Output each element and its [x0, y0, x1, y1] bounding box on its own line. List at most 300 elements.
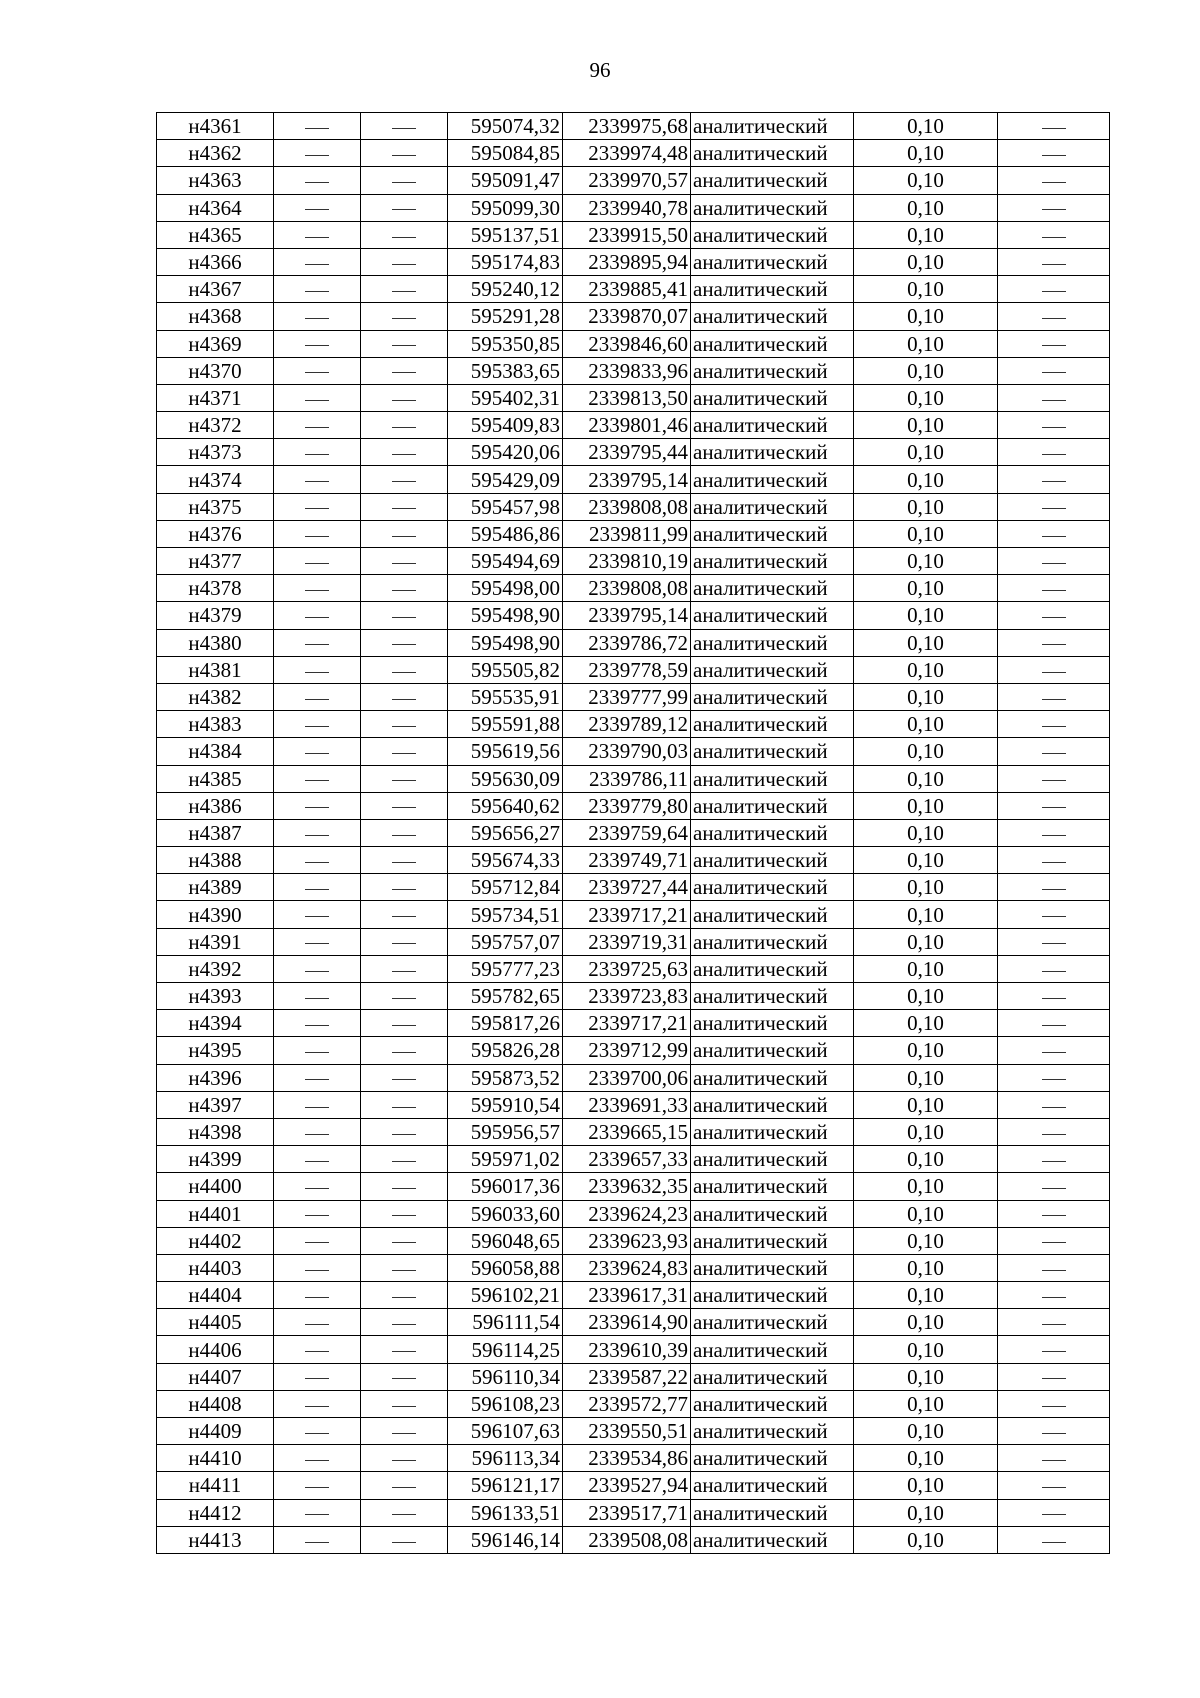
method-cell: аналитический — [691, 1336, 854, 1363]
x-coordinate-cell: 595409,83 — [448, 412, 563, 439]
old-x-cell — [274, 1037, 361, 1064]
method-cell: аналитический — [691, 1091, 854, 1118]
y-coordinate-cell: 2339795,44 — [563, 439, 691, 466]
dash-mark — [392, 1378, 416, 1379]
accuracy-cell: 0,10 — [854, 548, 998, 575]
dash-mark — [392, 536, 416, 537]
old-x-cell — [274, 1472, 361, 1499]
old-y-cell — [361, 1418, 448, 1445]
accuracy-cell: 0,10 — [854, 711, 998, 738]
x-coordinate-cell: 595494,69 — [448, 548, 563, 575]
dash-mark — [305, 1107, 329, 1108]
dash-mark — [305, 998, 329, 999]
description-cell — [998, 167, 1110, 194]
point-name-cell: н4375 — [157, 493, 274, 520]
x-coordinate-cell: 595873,52 — [448, 1064, 563, 1091]
dash-mark — [305, 862, 329, 863]
y-coordinate-cell: 2339517,71 — [563, 1499, 691, 1526]
method-cell: аналитический — [691, 1363, 854, 1390]
point-name-cell: н4385 — [157, 765, 274, 792]
old-y-cell — [361, 412, 448, 439]
description-cell — [998, 520, 1110, 547]
y-coordinate-cell: 2339778,59 — [563, 656, 691, 683]
y-coordinate-cell: 2339833,96 — [563, 357, 691, 384]
dash-mark — [305, 1242, 329, 1243]
old-y-cell — [361, 602, 448, 629]
description-cell — [998, 1146, 1110, 1173]
method-cell: аналитический — [691, 194, 854, 221]
dash-mark — [305, 1188, 329, 1189]
dash-mark — [305, 1351, 329, 1352]
accuracy-cell: 0,10 — [854, 656, 998, 683]
point-name-cell: н4388 — [157, 847, 274, 874]
method-cell: аналитический — [691, 548, 854, 575]
x-coordinate-cell: 596110,34 — [448, 1363, 563, 1390]
dash-mark — [392, 780, 416, 781]
table-row — [157, 167, 1110, 194]
method-cell: аналитический — [691, 1118, 854, 1145]
old-x-cell — [274, 874, 361, 901]
method-cell: аналитический — [691, 1309, 854, 1336]
old-y-cell — [361, 466, 448, 493]
method-cell: аналитический — [691, 384, 854, 411]
x-coordinate-cell: 595817,26 — [448, 1010, 563, 1037]
accuracy-cell: 0,10 — [854, 330, 998, 357]
dash-mark — [1042, 508, 1066, 509]
old-y-cell — [361, 711, 448, 738]
description-cell — [998, 330, 1110, 357]
table-row — [157, 792, 1110, 819]
y-coordinate-cell: 2339665,15 — [563, 1118, 691, 1145]
dash-mark — [392, 481, 416, 482]
x-coordinate-cell: 595674,33 — [448, 847, 563, 874]
dash-mark — [1042, 182, 1066, 183]
table-row — [157, 819, 1110, 846]
method-cell: аналитический — [691, 113, 854, 140]
dash-mark — [392, 1270, 416, 1271]
description-cell — [998, 439, 1110, 466]
description-cell — [998, 711, 1110, 738]
dash-mark — [1042, 699, 1066, 700]
old-y-cell — [361, 656, 448, 683]
method-cell: аналитический — [691, 248, 854, 275]
table-row — [157, 1526, 1110, 1553]
point-name-cell: н4371 — [157, 384, 274, 411]
dash-mark — [1042, 1242, 1066, 1243]
old-y-cell — [361, 738, 448, 765]
method-cell: аналитический — [691, 466, 854, 493]
y-coordinate-cell: 2339624,23 — [563, 1200, 691, 1227]
dash-mark — [305, 1052, 329, 1053]
dash-mark — [392, 916, 416, 917]
point-name-cell: н4372 — [157, 412, 274, 439]
accuracy-cell: 0,10 — [854, 847, 998, 874]
x-coordinate-cell: 595350,85 — [448, 330, 563, 357]
x-coordinate-cell: 596102,21 — [448, 1282, 563, 1309]
dash-mark — [305, 1297, 329, 1298]
accuracy-cell: 0,10 — [854, 1173, 998, 1200]
y-coordinate-cell: 2339632,35 — [563, 1173, 691, 1200]
description-cell — [998, 1282, 1110, 1309]
y-coordinate-cell: 2339587,22 — [563, 1363, 691, 1390]
y-coordinate-cell: 2339623,93 — [563, 1227, 691, 1254]
point-name-cell: н4398 — [157, 1118, 274, 1145]
table-row — [157, 303, 1110, 330]
old-y-cell — [361, 520, 448, 547]
old-y-cell — [361, 548, 448, 575]
old-x-cell — [274, 819, 361, 846]
dash-mark — [1042, 563, 1066, 564]
description-cell — [998, 955, 1110, 982]
old-y-cell — [361, 1499, 448, 1526]
x-coordinate-cell: 596058,88 — [448, 1254, 563, 1281]
old-y-cell — [361, 1472, 448, 1499]
accuracy-cell: 0,10 — [854, 276, 998, 303]
description-cell — [998, 412, 1110, 439]
x-coordinate-cell: 595091,47 — [448, 167, 563, 194]
old-x-cell — [274, 303, 361, 330]
method-cell: аналитический — [691, 1146, 854, 1173]
old-y-cell — [361, 874, 448, 901]
y-coordinate-cell: 2339691,33 — [563, 1091, 691, 1118]
dash-mark — [1042, 1378, 1066, 1379]
old-x-cell — [274, 1064, 361, 1091]
table-row — [157, 983, 1110, 1010]
dash-mark — [305, 672, 329, 673]
old-y-cell — [361, 221, 448, 248]
dash-mark — [1042, 780, 1066, 781]
old-y-cell — [361, 792, 448, 819]
accuracy-cell: 0,10 — [854, 221, 998, 248]
x-coordinate-cell: 595291,28 — [448, 303, 563, 330]
x-coordinate-cell: 595429,09 — [448, 466, 563, 493]
accuracy-cell: 0,10 — [854, 792, 998, 819]
table-row — [157, 575, 1110, 602]
x-coordinate-cell: 596107,63 — [448, 1418, 563, 1445]
point-name-cell: н4396 — [157, 1064, 274, 1091]
old-x-cell — [274, 1336, 361, 1363]
dash-mark — [392, 454, 416, 455]
old-x-cell — [274, 901, 361, 928]
dash-mark — [392, 862, 416, 863]
dash-mark — [1042, 318, 1066, 319]
y-coordinate-cell: 2339700,06 — [563, 1064, 691, 1091]
table-body — [157, 113, 1110, 1554]
method-cell: аналитический — [691, 847, 854, 874]
x-coordinate-cell: 595498,90 — [448, 629, 563, 656]
x-coordinate-cell: 595383,65 — [448, 357, 563, 384]
table-row — [157, 901, 1110, 928]
y-coordinate-cell: 2339723,83 — [563, 983, 691, 1010]
dash-mark — [1042, 454, 1066, 455]
dash-mark — [392, 1297, 416, 1298]
x-coordinate-cell: 596113,34 — [448, 1445, 563, 1472]
description-cell — [998, 1363, 1110, 1390]
dash-mark — [305, 427, 329, 428]
description-cell — [998, 1064, 1110, 1091]
dash-mark — [305, 943, 329, 944]
table-row — [157, 520, 1110, 547]
dash-mark — [1042, 1025, 1066, 1026]
dash-mark — [305, 209, 329, 210]
description-cell — [998, 847, 1110, 874]
old-x-cell — [274, 167, 361, 194]
old-x-cell — [274, 1499, 361, 1526]
table-row — [157, 1472, 1110, 1499]
dash-mark — [305, 780, 329, 781]
old-y-cell — [361, 248, 448, 275]
description-cell — [998, 765, 1110, 792]
accuracy-cell: 0,10 — [854, 357, 998, 384]
table-row — [157, 711, 1110, 738]
accuracy-cell: 0,10 — [854, 1254, 998, 1281]
old-y-cell — [361, 629, 448, 656]
accuracy-cell: 0,10 — [854, 303, 998, 330]
old-y-cell — [361, 439, 448, 466]
dash-mark — [1042, 971, 1066, 972]
point-name-cell: н4382 — [157, 683, 274, 710]
point-name-cell: н4366 — [157, 248, 274, 275]
dash-mark — [392, 699, 416, 700]
point-name-cell: н4408 — [157, 1390, 274, 1417]
x-coordinate-cell: 596133,51 — [448, 1499, 563, 1526]
method-cell: аналитический — [691, 1227, 854, 1254]
accuracy-cell: 0,10 — [854, 384, 998, 411]
dash-mark — [305, 1433, 329, 1434]
description-cell — [998, 1472, 1110, 1499]
y-coordinate-cell: 2339870,07 — [563, 303, 691, 330]
dash-mark — [392, 1487, 416, 1488]
dash-mark — [392, 400, 416, 401]
x-coordinate-cell: 595486,86 — [448, 520, 563, 547]
dash-mark — [392, 672, 416, 673]
old-y-cell — [361, 330, 448, 357]
dash-mark — [305, 1514, 329, 1515]
dash-mark — [305, 237, 329, 238]
description-cell — [998, 466, 1110, 493]
point-name-cell: н4412 — [157, 1499, 274, 1526]
dash-mark — [392, 1351, 416, 1352]
dash-mark — [305, 264, 329, 265]
accuracy-cell: 0,10 — [854, 738, 998, 765]
method-cell: аналитический — [691, 1282, 854, 1309]
table-row — [157, 683, 1110, 710]
dash-mark — [305, 753, 329, 754]
old-y-cell — [361, 1445, 448, 1472]
table-row — [157, 221, 1110, 248]
old-x-cell — [274, 1118, 361, 1145]
point-name-cell: н4370 — [157, 357, 274, 384]
description-cell — [998, 983, 1110, 1010]
old-x-cell — [274, 384, 361, 411]
table-row — [157, 1173, 1110, 1200]
old-x-cell — [274, 221, 361, 248]
accuracy-cell: 0,10 — [854, 493, 998, 520]
point-name-cell: н4369 — [157, 330, 274, 357]
dash-mark — [1042, 481, 1066, 482]
table-row — [157, 248, 1110, 275]
old-y-cell — [361, 1282, 448, 1309]
old-x-cell — [274, 276, 361, 303]
old-y-cell — [361, 575, 448, 602]
method-cell: аналитический — [691, 520, 854, 547]
point-name-cell: н4362 — [157, 140, 274, 167]
old-y-cell — [361, 683, 448, 710]
accuracy-cell: 0,10 — [854, 167, 998, 194]
y-coordinate-cell: 2339749,71 — [563, 847, 691, 874]
point-name-cell: н4399 — [157, 1146, 274, 1173]
old-y-cell — [361, 140, 448, 167]
dash-mark — [392, 1215, 416, 1216]
table-row — [157, 955, 1110, 982]
method-cell: аналитический — [691, 276, 854, 303]
old-x-cell — [274, 1526, 361, 1553]
table-row — [157, 384, 1110, 411]
old-x-cell — [274, 357, 361, 384]
old-x-cell — [274, 1227, 361, 1254]
old-x-cell — [274, 656, 361, 683]
dash-mark — [392, 1161, 416, 1162]
dash-mark — [305, 1134, 329, 1135]
accuracy-cell: 0,10 — [854, 1091, 998, 1118]
y-coordinate-cell: 2339974,48 — [563, 140, 691, 167]
dash-mark — [392, 1025, 416, 1026]
point-name-cell: н4373 — [157, 439, 274, 466]
dash-mark — [392, 128, 416, 129]
point-name-cell: н4364 — [157, 194, 274, 221]
method-cell: аналитический — [691, 874, 854, 901]
y-coordinate-cell: 2339719,31 — [563, 928, 691, 955]
point-name-cell: н4401 — [157, 1200, 274, 1227]
old-x-cell — [274, 847, 361, 874]
y-coordinate-cell: 2339572,77 — [563, 1390, 691, 1417]
dash-mark — [392, 590, 416, 591]
dash-mark — [1042, 1351, 1066, 1352]
y-coordinate-cell: 2339727,44 — [563, 874, 691, 901]
old-x-cell — [274, 575, 361, 602]
accuracy-cell: 0,10 — [854, 683, 998, 710]
old-y-cell — [361, 955, 448, 982]
point-name-cell: н4395 — [157, 1037, 274, 1064]
old-y-cell — [361, 1064, 448, 1091]
dash-mark — [305, 807, 329, 808]
dash-mark — [392, 1433, 416, 1434]
dash-mark — [305, 971, 329, 972]
table-row — [157, 738, 1110, 765]
old-x-cell — [274, 412, 361, 439]
point-name-cell: н4389 — [157, 874, 274, 901]
x-coordinate-cell: 595712,84 — [448, 874, 563, 901]
dash-mark — [1042, 1215, 1066, 1216]
table-row — [157, 1091, 1110, 1118]
dash-mark — [1042, 726, 1066, 727]
y-coordinate-cell: 2339614,90 — [563, 1309, 691, 1336]
y-coordinate-cell: 2339810,19 — [563, 548, 691, 575]
x-coordinate-cell: 595956,57 — [448, 1118, 563, 1145]
old-x-cell — [274, 1363, 361, 1390]
dash-mark — [392, 889, 416, 890]
dash-mark — [392, 563, 416, 564]
old-y-cell — [361, 1254, 448, 1281]
dash-mark — [1042, 835, 1066, 836]
table-row — [157, 1418, 1110, 1445]
description-cell — [998, 1418, 1110, 1445]
method-cell: аналитический — [691, 955, 854, 982]
point-name-cell: н4380 — [157, 629, 274, 656]
description-cell — [998, 792, 1110, 819]
point-name-cell: н4381 — [157, 656, 274, 683]
old-y-cell — [361, 303, 448, 330]
dash-mark — [1042, 1052, 1066, 1053]
accuracy-cell: 0,10 — [854, 1418, 998, 1445]
dash-mark — [1042, 1460, 1066, 1461]
description-cell — [998, 575, 1110, 602]
description-cell — [998, 493, 1110, 520]
x-coordinate-cell: 595630,09 — [448, 765, 563, 792]
description-cell — [998, 1010, 1110, 1037]
accuracy-cell: 0,10 — [854, 113, 998, 140]
description-cell — [998, 656, 1110, 683]
old-y-cell — [361, 765, 448, 792]
description-cell — [998, 303, 1110, 330]
method-cell: аналитический — [691, 765, 854, 792]
x-coordinate-cell: 595099,30 — [448, 194, 563, 221]
x-coordinate-cell: 595640,62 — [448, 792, 563, 819]
y-coordinate-cell: 2339717,21 — [563, 901, 691, 928]
accuracy-cell: 0,10 — [854, 1064, 998, 1091]
x-coordinate-cell: 595619,56 — [448, 738, 563, 765]
accuracy-cell: 0,10 — [854, 1309, 998, 1336]
description-cell — [998, 548, 1110, 575]
dash-mark — [1042, 1134, 1066, 1135]
old-y-cell — [361, 357, 448, 384]
old-x-cell — [274, 330, 361, 357]
y-coordinate-cell: 2339885,41 — [563, 276, 691, 303]
y-coordinate-cell: 2339550,51 — [563, 1418, 691, 1445]
y-coordinate-cell: 2339975,68 — [563, 113, 691, 140]
table-row — [157, 439, 1110, 466]
description-cell — [998, 1200, 1110, 1227]
dash-mark — [1042, 128, 1066, 129]
x-coordinate-cell: 596114,25 — [448, 1336, 563, 1363]
accuracy-cell: 0,10 — [854, 1336, 998, 1363]
dash-mark — [392, 998, 416, 999]
description-cell — [998, 629, 1110, 656]
y-coordinate-cell: 2339610,39 — [563, 1336, 691, 1363]
old-y-cell — [361, 1390, 448, 1417]
old-y-cell — [361, 983, 448, 1010]
accuracy-cell: 0,10 — [854, 983, 998, 1010]
dash-mark — [305, 1542, 329, 1543]
old-x-cell — [274, 792, 361, 819]
old-x-cell — [274, 602, 361, 629]
description-cell — [998, 140, 1110, 167]
table-row — [157, 1390, 1110, 1417]
method-cell: аналитический — [691, 928, 854, 955]
point-name-cell: н4384 — [157, 738, 274, 765]
old-x-cell — [274, 1309, 361, 1336]
point-name-cell: н4394 — [157, 1010, 274, 1037]
point-name-cell: н4379 — [157, 602, 274, 629]
dash-mark — [305, 1378, 329, 1379]
accuracy-cell: 0,10 — [854, 520, 998, 547]
old-y-cell — [361, 847, 448, 874]
dash-mark — [305, 318, 329, 319]
table-row — [157, 330, 1110, 357]
method-cell: аналитический — [691, 819, 854, 846]
old-y-cell — [361, 194, 448, 221]
y-coordinate-cell: 2339759,64 — [563, 819, 691, 846]
